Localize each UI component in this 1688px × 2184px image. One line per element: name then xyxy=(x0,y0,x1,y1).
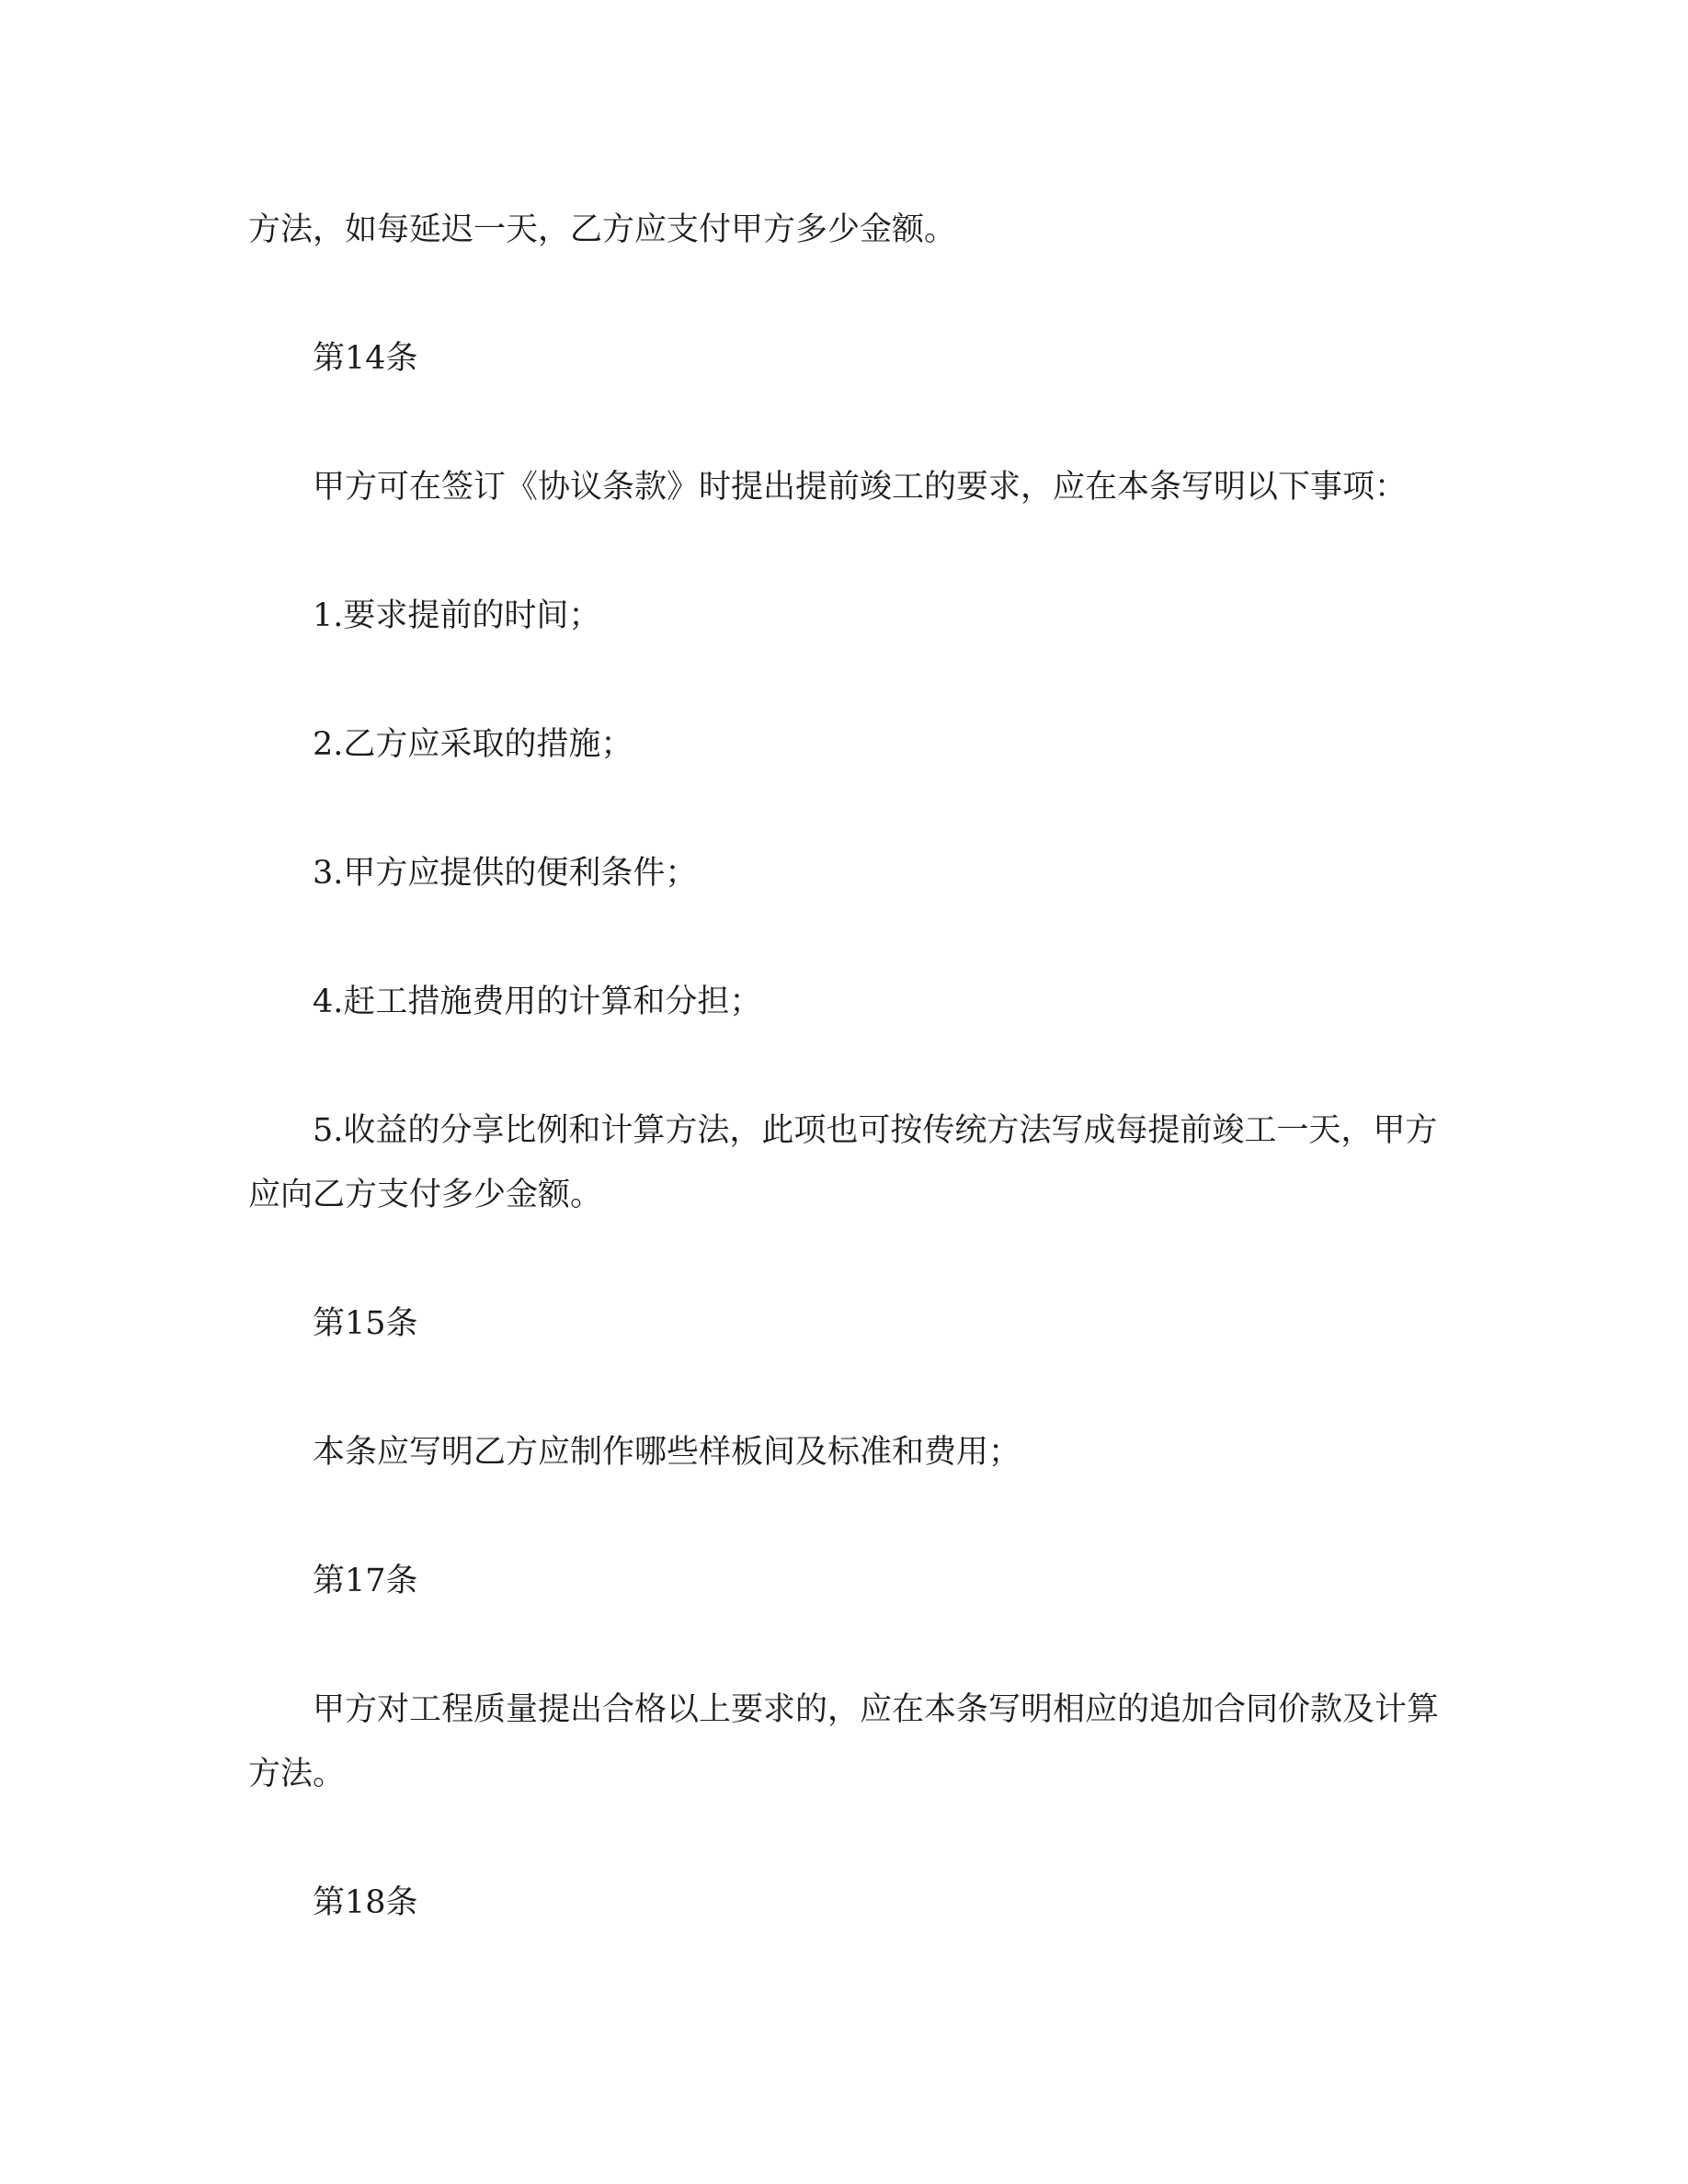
list-item-5: 5.收益的分享比例和计算方法，此项也可按传统方法写成每提前竣工一天，甲方应向乙方支付多少金额。 xyxy=(248,1112,1438,1213)
list-item-2: 2.乙方应采取的措施； xyxy=(313,726,633,763)
list-item-3: 3.甲方应提供的便利条件； xyxy=(313,855,698,892)
article-heading-15: 第15条 xyxy=(313,1305,418,1342)
list-item-4: 4.赶工措施费用的计算和分担； xyxy=(313,984,762,1020)
paragraph-sample-rooms: 本条应写明乙方应制作哪些样板间及标准和费用； xyxy=(313,1434,1021,1471)
article-heading-17: 第17条 xyxy=(313,1563,418,1599)
article-heading-14: 第14条 xyxy=(313,340,418,377)
paragraph-early-completion: 甲方可在签订《协议条款》时提出提前竣工的要求，应在本条写明以下事项： xyxy=(313,469,1408,506)
document-body xyxy=(248,198,1443,1999)
paragraph-quality-requirement: 甲方对工程质量提出合格以上要求的，应在本条写明相应的追加合同价款及计算方法。 xyxy=(248,1691,1440,1792)
list-item-1: 1.要求提前的时间； xyxy=(313,597,601,634)
article-heading-18: 第18条 xyxy=(313,1884,418,1921)
paragraph-continuation: 方法，如每延迟一天，乙方应支付甲方多少金额。 xyxy=(248,211,957,248)
